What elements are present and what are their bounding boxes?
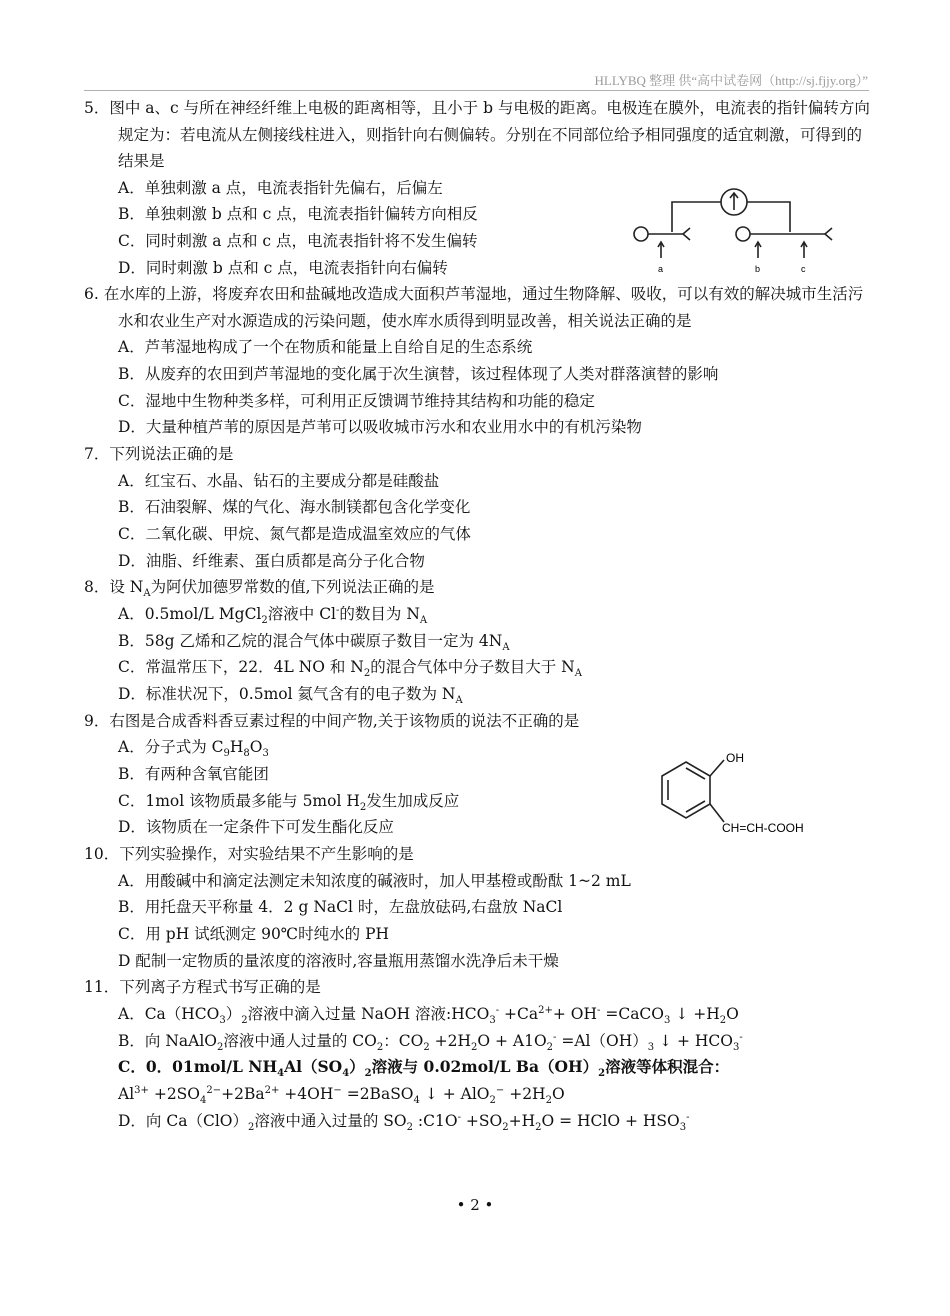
- subscript: 3: [732, 1041, 740, 1053]
- option-text: A．Ca（HCO: [118, 1004, 220, 1023]
- subscript: 8: [243, 748, 250, 760]
- question-11-option-a: [84, 1001, 874, 1028]
- option-text: C．常温常压下，22．4L NO 和 N: [118, 658, 364, 677]
- nerve-fiber-galvanometer-diagram: [628, 184, 838, 276]
- label-b: b: [755, 264, 761, 274]
- superscript: -: [739, 1031, 743, 1043]
- question-10-option-d: D 配制一定物质的量浓度的溶液时,容量瓶用蒸馏水洗净后未干燥: [118, 951, 559, 970]
- question-6: [84, 281, 874, 441]
- option-text: =CaCO: [600, 1004, 665, 1023]
- option-text: C．1mol 该物质最多能与 5mol H: [118, 791, 360, 810]
- question-8: [84, 574, 874, 707]
- hydroxyl-label: OH: [726, 751, 744, 765]
- question-10-option-c: C．用 pH 试纸测定 90℃时纯水的 PH: [118, 924, 390, 943]
- option-text: 溶液中通入过量的 SO: [254, 1111, 407, 1130]
- subscript: 4: [342, 1068, 350, 1080]
- option-text: O: [249, 738, 263, 757]
- page-header: HLLYBQ 整理 供“高中试卷网（http://sj.fjjy.org）”: [594, 73, 868, 88]
- subscript: 2: [376, 1041, 384, 1053]
- question-5-option-d: D．同时刺激 b 点和 c 点，电流表指针向右偏转: [118, 258, 448, 277]
- coumaric-acid-structure-diagram: [648, 740, 838, 844]
- option-text: ↓ + AlO: [419, 1084, 490, 1103]
- question-5-stem: 5．图中 a、c 与所在神经纤维上电极的距离相等，且小于 b 与电极的距离。电极连在膜外，电流表的指针偏转方向规定为：若电流从左侧接线柱进入，则指针向右侧偏转。分别在不同部位给予相同强度的适宜刺激，可得到的结果是: [84, 99, 870, 170]
- option-text: O: [551, 1084, 565, 1103]
- question-10-option-a: A．用酸碱中和滴定法测定未知浓度的碱液时，加人甲基橙或酚酞 1~2 mL: [118, 871, 631, 890]
- option-text: =2BaSO: [341, 1084, 414, 1103]
- subscript: 2: [546, 1041, 554, 1053]
- subscript: 2: [502, 1121, 509, 1133]
- question-11-option-d: [84, 1108, 874, 1135]
- question-8-stem: [84, 574, 874, 601]
- subscript: 2: [364, 1068, 372, 1080]
- option-text: :C1O: [413, 1111, 458, 1130]
- question-10-stem: 10．下列实验操作，对实验结果不产生影响的是: [84, 845, 414, 864]
- question-5-option-c: C．同时刺激 a 点和 c 点，电流表指针将不发生偏转: [118, 231, 478, 250]
- option-text: D．标准状况下，0.5mol 氦气含有的电子数为 N: [118, 685, 456, 704]
- stem-text: 8．设 N: [84, 578, 144, 597]
- superscript: -: [686, 1111, 690, 1123]
- page-number: • 2 •: [456, 1196, 494, 1214]
- option-text: ）: [349, 1057, 365, 1077]
- question-7-option-c: C．二氧化碳、甲烷、氮气都是造成温室效应的气体: [118, 525, 471, 544]
- header-rule: [84, 90, 869, 91]
- question-10: [84, 841, 874, 974]
- question-9-stem: 9．右图是合成香料香豆素过程的中间产物,关于该物质的说法不正确的是: [84, 711, 580, 730]
- option-text: + OH: [552, 1004, 598, 1023]
- question-10-option-b: B．用托盘天平称量 4．2 g NaCl 时，左盘放砝码,右盘放 NaCl: [118, 898, 563, 917]
- option-text: +2H: [504, 1084, 546, 1103]
- subscript: 3: [219, 1014, 226, 1026]
- option-text: 的数目为 N: [339, 604, 420, 623]
- subscript: 2: [545, 1095, 552, 1107]
- superscript: -: [597, 1004, 601, 1016]
- option-text: 溶液中滴入过量 NaOH 溶液:HCO: [247, 1004, 490, 1023]
- option-text: Al: [118, 1084, 135, 1103]
- option-text: +4OH: [279, 1084, 334, 1103]
- question-11-stem: 11．下列离子方程式书写正确的是: [84, 978, 321, 997]
- option-text: =Al（OH）: [556, 1031, 648, 1050]
- option-text: 溶液等体积混合：: [605, 1057, 730, 1077]
- option-text: ↓ + HCO: [654, 1031, 733, 1050]
- question-9-option-b: B．有两种含氧官能团: [118, 764, 269, 783]
- subscript: 3: [664, 1014, 671, 1026]
- superscript: -: [457, 1111, 461, 1123]
- superscript: -: [495, 1004, 500, 1016]
- subscript: 4: [413, 1095, 420, 1107]
- option-text: B．向 NaAlO: [118, 1031, 217, 1050]
- option-text: A．分子式为 C: [118, 738, 224, 757]
- subscript: 2: [247, 1121, 255, 1133]
- option-text: O = HClO + HSO: [541, 1111, 680, 1130]
- option-text: A．0.5mol/L MgCl: [118, 604, 262, 623]
- superscript: 2+: [538, 1004, 553, 1016]
- option-text: ↓ +H: [670, 1004, 720, 1023]
- subscript: 2: [406, 1121, 413, 1133]
- subscript: 2: [489, 1095, 496, 1107]
- question-5-option-b: B．单独刺激 b 点和 c 点，电流表指针偏转方向相反: [118, 205, 478, 224]
- option-text: H: [229, 738, 244, 757]
- option-text: D．向 Ca（ClO）: [118, 1111, 248, 1130]
- option-text: +SO: [460, 1111, 503, 1130]
- option-text: 的混合气体中分子数目大于 N: [370, 658, 575, 677]
- subscript: 2: [363, 668, 371, 680]
- question-7-option-b: B．石油裂解、煤的气化、海水制镁都包含化学变化: [118, 498, 471, 517]
- question-7: [84, 441, 874, 574]
- superscript: 2+: [264, 1084, 280, 1096]
- superscript: -: [553, 1031, 557, 1043]
- option-text: 溶液与 0.02mol/L Ba（OH）: [371, 1057, 599, 1077]
- superscript: −: [333, 1084, 342, 1096]
- option-text: 发生加成反应: [366, 791, 460, 810]
- stem-text: 为阿伏加德罗常数的值,下列说法正确的是: [150, 578, 435, 597]
- question-8-option-d: [84, 681, 874, 708]
- question-11: [84, 974, 874, 1134]
- question-9-option-d: D．该物质在一定条件下可发生酯化反应: [118, 818, 394, 837]
- subscript: 4: [277, 1068, 285, 1080]
- subscript: A: [574, 668, 582, 680]
- subscript: 2: [719, 1014, 727, 1026]
- superscript: 2−: [206, 1084, 222, 1096]
- question-11-option-c: [84, 1054, 874, 1081]
- subscript: 3: [647, 1041, 655, 1053]
- question-11-option-c-equation: [84, 1081, 874, 1108]
- subscript: 3: [679, 1121, 687, 1133]
- subscript: 2: [241, 1014, 248, 1026]
- question-6-option-d: D．大量种植芦苇的原因是芦苇可以吸收城市污水和农业用水中的有机污染物: [118, 418, 642, 437]
- subscript: 2: [423, 1041, 430, 1053]
- label-a: a: [658, 264, 664, 274]
- option-text: O + A1O: [477, 1031, 547, 1050]
- question-8-option-c: [84, 654, 874, 681]
- subscript: 2: [470, 1041, 478, 1053]
- option-text: 溶液中通人过量的 CO: [223, 1031, 377, 1050]
- subscript: 3: [262, 748, 269, 760]
- option-text: +H: [508, 1111, 536, 1130]
- subscript: 2: [535, 1121, 542, 1133]
- option-text: B．58g 乙烯和乙烷的混合气体中碳原子数目一定为 4N: [118, 631, 503, 650]
- option-text: ）: [225, 1004, 242, 1023]
- subscript: A: [455, 695, 463, 707]
- option-text: C．0．01mol/L NH: [118, 1057, 278, 1077]
- option-text: O: [726, 1004, 739, 1023]
- option-text: 溶液中 Cl: [267, 604, 337, 623]
- subscript: A: [143, 588, 151, 600]
- superscript: -: [336, 604, 340, 616]
- question-7-option-a: A．红宝石、水晶、钻石的主要成分都是硅酸盐: [118, 471, 440, 490]
- question-5-option-a: A．单独刺激 a 点，电流表指针先偏右，后偏左: [118, 178, 443, 197]
- subscript: 2: [261, 615, 268, 627]
- question-6-option-b: B．从废弃的农田到芦苇湿地的变化属于次生演替，该过程体现了人类对群落演替的影响: [118, 365, 719, 384]
- subscript: 9: [223, 748, 230, 760]
- question-7-option-d: D．油脂、纤维素、蛋白质都是高分子化合物: [118, 551, 425, 570]
- subscript: 2: [598, 1068, 606, 1080]
- option-text: +2Ba: [221, 1084, 265, 1103]
- side-chain-label: CH=CH-COOH: [722, 821, 804, 835]
- question-6-option-c: C．湿地中生物种类多样，可利用正反馈调节维持其结构和功能的稳定: [118, 391, 595, 410]
- question-6-stem: 6. 在水库的上游，将废弃农田和盐碱地改造成大面积芦苇湿地，通过生物降解、吸收，可以有效的解决城市生活污水和农业生产对水源造成的污染问题，使水库水质得到明显改善，相关说法正确的是: [84, 285, 864, 330]
- question-8-option-b: [84, 628, 874, 655]
- option-text: +Ca: [499, 1004, 539, 1023]
- subscript: 4: [200, 1095, 207, 1107]
- superscript: 3+: [134, 1084, 149, 1096]
- subscript: A: [419, 615, 428, 627]
- label-c: c: [801, 264, 806, 274]
- subscript: 3: [489, 1014, 496, 1026]
- question-8-option-a: [84, 601, 874, 628]
- option-text: ：CO: [383, 1031, 424, 1050]
- subscript: 2: [359, 801, 367, 813]
- benzene-ring: [662, 762, 710, 818]
- option-text: +2H: [429, 1031, 471, 1050]
- subscript: 2: [216, 1041, 224, 1053]
- question-6-option-a: A．芦苇湿地构成了一个在物质和能量上自给自足的生态系统: [118, 338, 533, 357]
- question-7-stem: 7．下列说法正确的是: [84, 445, 234, 464]
- option-text: Al（SO: [284, 1057, 343, 1077]
- option-text: +2SO: [148, 1084, 201, 1103]
- superscript: −: [495, 1084, 505, 1096]
- question-11-option-b: [84, 1028, 874, 1055]
- subscript: A: [502, 641, 510, 653]
